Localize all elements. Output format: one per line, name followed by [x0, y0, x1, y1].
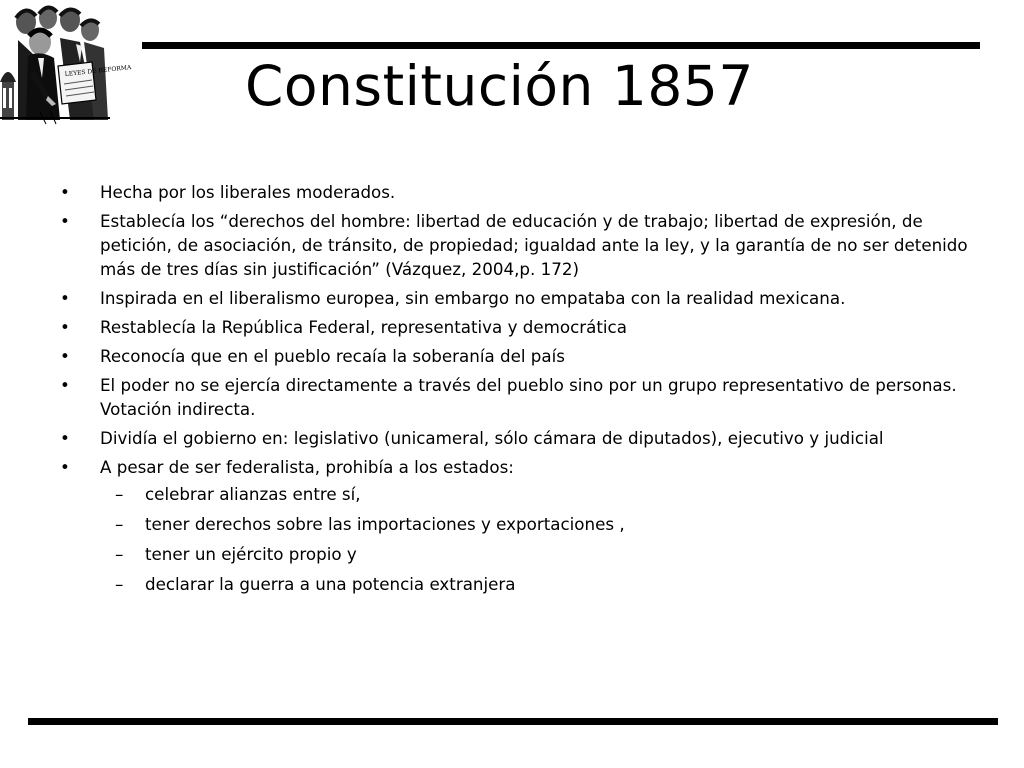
bullet-item — [60, 373, 980, 421]
bullet-marker: • — [60, 375, 70, 395]
dash-marker: – — [115, 574, 124, 594]
sub-bullet-text: tener derechos sobre las importaciones y exportaciones , — [145, 514, 625, 534]
bullet-text: A pesar de ser federalista, prohibía a los estados: — [100, 457, 514, 477]
bottom-rule — [28, 718, 998, 725]
slide-title: Constitución 1857 — [245, 54, 754, 118]
bullet-item — [60, 315, 980, 339]
bullet-text: Inspirada en el liberalismo europea, sin embargo no empataba con la realidad mexicana. — [100, 288, 846, 308]
bullet-text: Dividía el gobierno en: legislativo (unicameral, sólo cámara de diputados), ejecutivo y judicial — [100, 428, 884, 448]
bullet-item — [60, 286, 980, 310]
bullet-text: Hecha por los liberales moderados. — [100, 182, 396, 202]
bullet-item — [60, 209, 980, 281]
sub-bullet-text: celebrar alianzas entre sí, — [145, 484, 361, 504]
dash-marker: – — [115, 484, 124, 504]
engraving-text: LEYES DE REFORMA — [64, 64, 132, 78]
bullet-item — [60, 426, 980, 450]
bullet-text: Establecía los “derechos del hombre: libertad de educación y de trabajo; libertad de expresión, de petición, de asociación, de tránsito, de propiedad; igualdad ante la ley, y la garantía de no ser detenido más de tres días sin justificación” (Vázquez, 2004,p. 172) — [100, 211, 968, 279]
bullet-item — [60, 344, 980, 368]
sub-bullet-item — [100, 482, 980, 506]
dash-marker: – — [115, 544, 124, 564]
sub-bullet-list — [100, 482, 980, 596]
bullet-marker: • — [60, 182, 70, 202]
bullet-item — [60, 180, 980, 204]
bullet-marker: • — [60, 211, 70, 231]
sub-bullet-text: declarar la guerra a una potencia extranjera — [145, 574, 516, 594]
bullet-text: El poder no se ejercía directamente a través del pueblo sino por un grupo representativo de personas. Votación indirecta. — [100, 375, 957, 419]
bullet-list — [60, 180, 980, 602]
sub-bullet-item — [100, 512, 980, 536]
sub-bullet-item — [100, 542, 980, 566]
bullet-text: Restablecía la República Federal, representativa y democrática — [100, 317, 627, 337]
sub-bullet-text: tener un ejército propio y — [145, 544, 357, 564]
bullet-marker: • — [60, 346, 70, 366]
top-rule — [142, 42, 980, 49]
bullet-marker: • — [60, 457, 70, 477]
bullet-marker: • — [60, 288, 70, 308]
sub-bullet-item — [100, 572, 980, 596]
historical-engraving-image — [0, 0, 132, 125]
bullet-item — [60, 455, 980, 596]
dash-marker: – — [115, 514, 124, 534]
bullet-marker: • — [60, 317, 70, 337]
bullet-text: Reconocía que en el pueblo recaía la soberanía del país — [100, 346, 565, 366]
bullet-marker: • — [60, 428, 70, 448]
